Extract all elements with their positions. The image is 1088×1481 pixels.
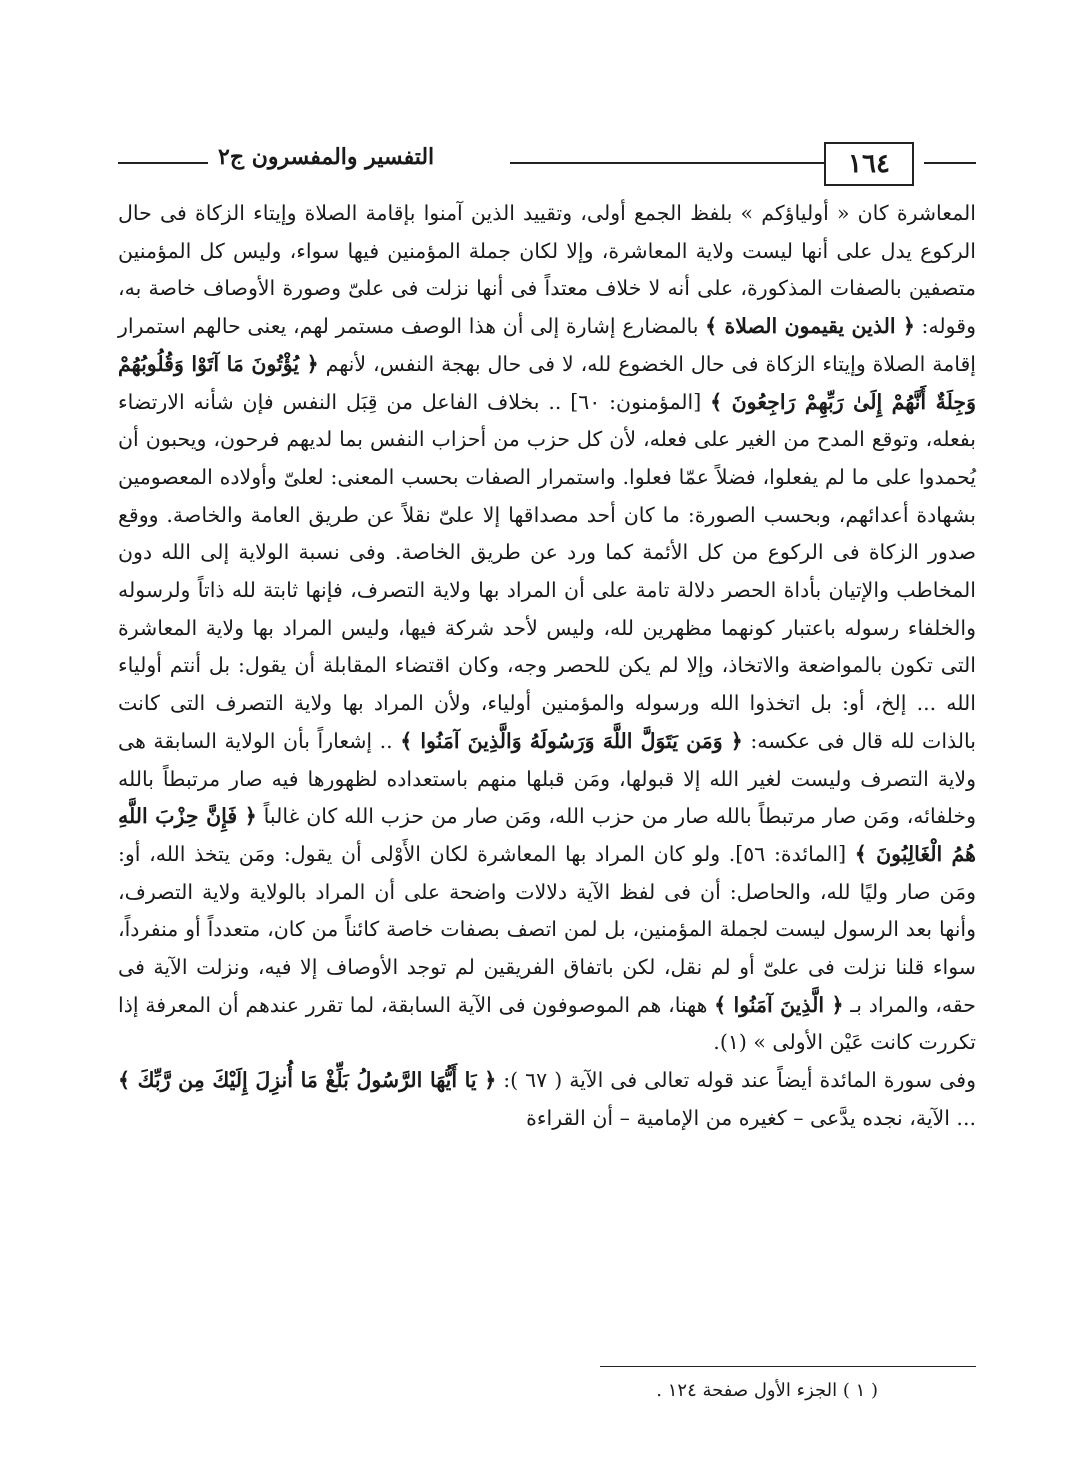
text-segment: بالمضارع إشارة إلى أن هذا الوصف مستمر لهم، يعنى حالهم استمرار إقامة الصلاة وإيتاء الزكاة فى حال الخضوع لله، لا فى حال بهجة النفس، لأنهم — [118, 314, 977, 376]
running-header — [118, 140, 976, 190]
quran-quote: ﴿ يَا أَيُّهَا الرَّسُولُ بَلِّغْ مَا أُنزِلَ إِلَيْكَ مِن رَّبِّكَ ﴾ — [118, 1068, 497, 1093]
paragraph-1 — [118, 195, 976, 1062]
header-rule — [510, 162, 824, 164]
book-title: التفسير والمفسرون ج٢ — [218, 144, 435, 170]
quran-quote: ﴿ وَمَن يَتَوَلَّ اللَّهَ وَرَسُولَهُ وَالَّذِينَ آمَنُوا ﴾ — [400, 728, 743, 753]
text-segment: وفى سورة المائدة أيضاً عند قوله تعالى فى الآية ( ٦٧ ): — [503, 1068, 976, 1093]
footnote-reference: (١). — [713, 1030, 747, 1055]
quran-quote: ﴿ يُؤْتُونَ مَا آتَوْا وَقُلُوبُهُمْ وَجِلَةٌ أَنَّهُمْ إِلَىٰ رَبِّهِمْ رَاجِعُونَ ﴾ — [118, 351, 976, 414]
footnote-separator — [600, 1366, 976, 1367]
quran-quote: ﴿ فَإِنَّ حِزْبَ اللَّهِ هُمُ الْغَالِبُونَ ﴾ — [118, 804, 976, 866]
main-text — [118, 195, 976, 1138]
page-number-box: ١٦٤ — [824, 142, 914, 186]
footnote: ( ١ ) الجزء الأول صفحة ١٢٤ . — [656, 1380, 878, 1401]
text-segment: [المائدة: ٥٦]. ولو كان المراد بها المعاشرة لكان الأَوْلى أن يقول: ومَن يتخذ الله، أو: ومَن صار وليًا لله، والحاصل: أن فى لفظ الآية دلالات واضحة على أن المراد بالولاية ولاية التصرف، وأنها بعد الرسول ليست لجملة المؤمنين، بل لمن اتصف بصفات خاصة كائناً من كان، متعدداً أو منفرداً، سواء قلنا نزلت فى علىّ أو لم نقل، لكن باتفاق الفريقين لم توجد الأوصاف إلا فيه، ونزلت الآية فى حقه، والمراد بـ — [118, 841, 976, 1017]
quran-quote: ﴿ الذين يقيمون الصلاة ﴾ — [705, 314, 915, 339]
quran-quote: ﴿ الَّذِينَ آمَنُوا ﴾ — [714, 992, 844, 1017]
text-segment: [المؤمنون: ٦٠] .. بخلاف الفاعل من قِبَل النفس فإن شأنه الارتضاء بفعله، وتوقع المدح من الغير على فعله، لأن كل حزب من أحزاب النفس بما لديهم فرحون، ويحبون أن يُحمدوا على ما لم يفعلوا، فضلاً عمّا فعلوا. واستمرار الصفات بحسب المعنى: لعلىّ وأولاده المعصومين بشهادة أعدائهم، وبحسب الصورة: ما كان أحد مصداقها إلا علىّ نقلاً عن طريق العامة والخاصة. ووقع صدور الزكاة فى الركوع من كل الأئمة كما ورد عن طريق الخاصة. وفى نسبة الولاية إلى الله دون المخاطب والإتيان بأداة الحصر دلالة تامة على أن المراد بها ولاية التصرف، فإنها ثابتة لله ذاتاً ولرسوله والخلفاء رسوله باعتبار كونهما مظهرين لله، وليس لأحد شركة فيها، وليس المراد بها ولاية المعاشرة التى تكون بالمواضعة والاتخاذ، وإلا لم يكن للحصر وجه، وكان اقتضاء المقابلة أن يقول: بل أنتم أولياء الله ... إلخ، أو: بل اتخذوا الله ورسوله والمؤمنين أولياء، ولأن المراد بها ولاية التصرف التى كانت بالذات لله قال فى عكسه: — [118, 389, 976, 753]
paragraph-2 — [118, 1062, 976, 1137]
text-segment: ... الآية، نجده يدَّعى – كغيره من الإمامية – أن القراءة — [526, 1105, 976, 1130]
text-segment: .. إشعاراً بأن الولاية السابقة هى ولاية التصرف وليست لغير الله إلا قبولها، ومَن قبلها منهم باستعداده لظهورها فيه صار مرتبطاً بالله وخلفائه، ومَن صار مرتبطاً بالله صار من حزب الله، ومَن صار من حزب الله كان غالباً — [118, 728, 976, 829]
header-rule — [118, 162, 208, 164]
text-segment: المعاشرة كان « أولياؤكم » بلفظ الجمع أولى، وتقييد الذين آمنوا بإقامة الصلاة وإيتاء الزكاة فى حال الركوع يدل على أنها ليست ولاية المعاشرة، وإلا لكان جملة المؤمنين فيها سواء، وليس كل المؤمنين متصفين بالصفات المذكورة، على أنه لا خلاف معتداً فى أنها نزلت فى علىّ وصورة الأوصاف خاصة به، وقوله: — [118, 201, 976, 339]
text-segment: ههنا، هم الموصوفون فى الآية السابقة، لما تقرر عندهم أن المعرفة إذا تكررت كانت عَيْن الأولى » — [118, 992, 976, 1055]
header-rule — [924, 162, 976, 164]
